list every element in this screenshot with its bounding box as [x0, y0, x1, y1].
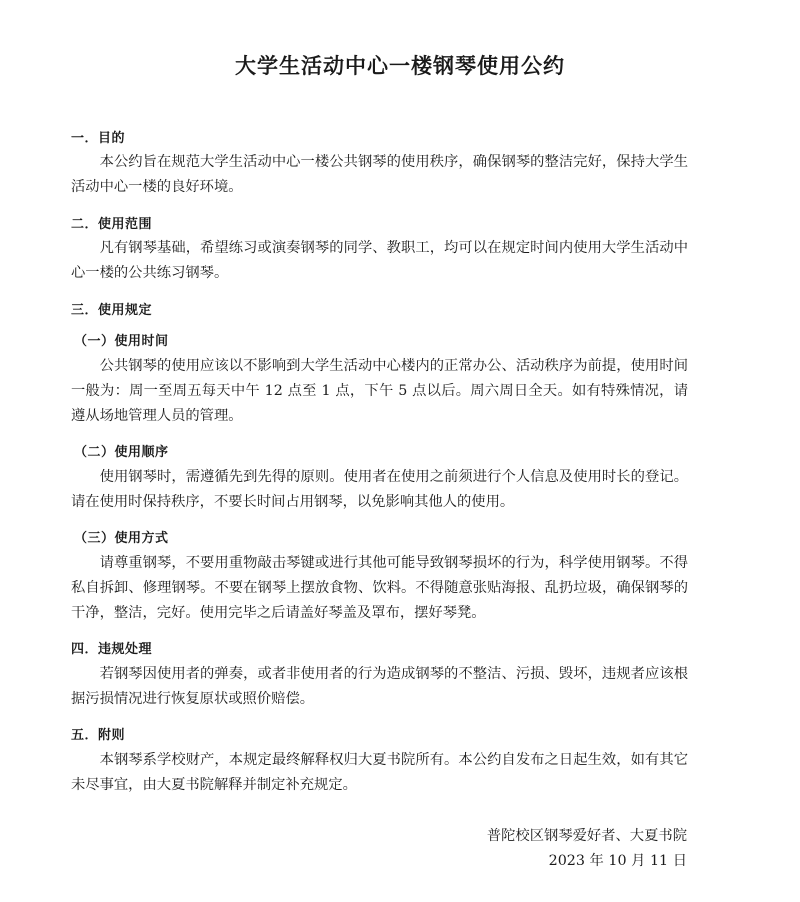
- signature-date: 2023 年 10 月 11 日: [548, 853, 687, 869]
- section-heading-supplementary: 五．附则: [71, 728, 126, 743]
- section-heading-scope: 二．使用范围: [71, 217, 153, 232]
- subsection-body-usage-method: 请尊重钢琴，不要用重物敲击琴键或进行其他可能导致钢琴损坏的行为，科学使用钢琴。不得私自拆卸、修理钢琴。不要在钢琴上摆放食物、饮料。不得随意张贴海报、乱扔垃圾，确保钢琴的干净，整洁，完好。使用完毕之后请盖好琴盖及罩布，摆好琴凳。: [71, 555, 688, 621]
- section-heading-rules: 三．使用规定: [71, 303, 153, 318]
- subsection-heading-usage-order: （二）使用顺序: [74, 445, 169, 460]
- document-title: 大学生活动中心一楼钢琴使用公约: [235, 54, 565, 78]
- subsection-heading-usage-method: （三）使用方式: [74, 531, 169, 546]
- section-body-violations: 若钢琴因使用者的弹奏，或者非使用者的行为造成钢琴的不整洁、污损、毁坏，违规者应该根据污损情况进行恢复原状或照价赔偿。: [71, 666, 688, 707]
- subsection-heading-usage-time: （一）使用时间: [74, 334, 169, 349]
- section-body-purpose: 本公约旨在规范大学生活动中心一楼公共钢琴的使用秩序，确保钢琴的整洁完好，保持大学生活动中心一楼的良好环境。: [71, 154, 688, 195]
- subsection-body-usage-order: 使用钢琴时，需遵循先到先得的原则。使用者在使用之前须进行个人信息及使用时长的登记。请在使用时保持秩序，不要长时间占用钢琴，以免影响其他人的使用。: [71, 469, 688, 510]
- section-body-scope: 凡有钢琴基础，希望练习或演奏钢琴的同学、教职工，均可以在规定时间内使用大学生活动中心一楼的公共练习钢琴。: [71, 240, 688, 281]
- section-heading-purpose: 一．目的: [71, 131, 126, 146]
- section-body-supplementary: 本钢琴系学校财产，本规定最终解释权归大夏书院所有。本公约自发布之日起生效，如有其它未尽事宜，由大夏书院解释并制定补充规定。: [71, 752, 688, 793]
- section-heading-violations: 四．违规处理: [71, 642, 153, 657]
- signature-issuer: 普陀校区钢琴爱好者、大夏书院: [486, 828, 687, 844]
- subsection-body-usage-time: 公共钢琴的使用应该以不影响到大学生活动中心楼内的正常办公、活动秩序为前提，使用时间一般为：周一至周五每天中午 12 点至 1 点，下午 5 点以后。周六周日全天。如有特殊情况，请遵从场地管理人员的管理。: [71, 358, 688, 424]
